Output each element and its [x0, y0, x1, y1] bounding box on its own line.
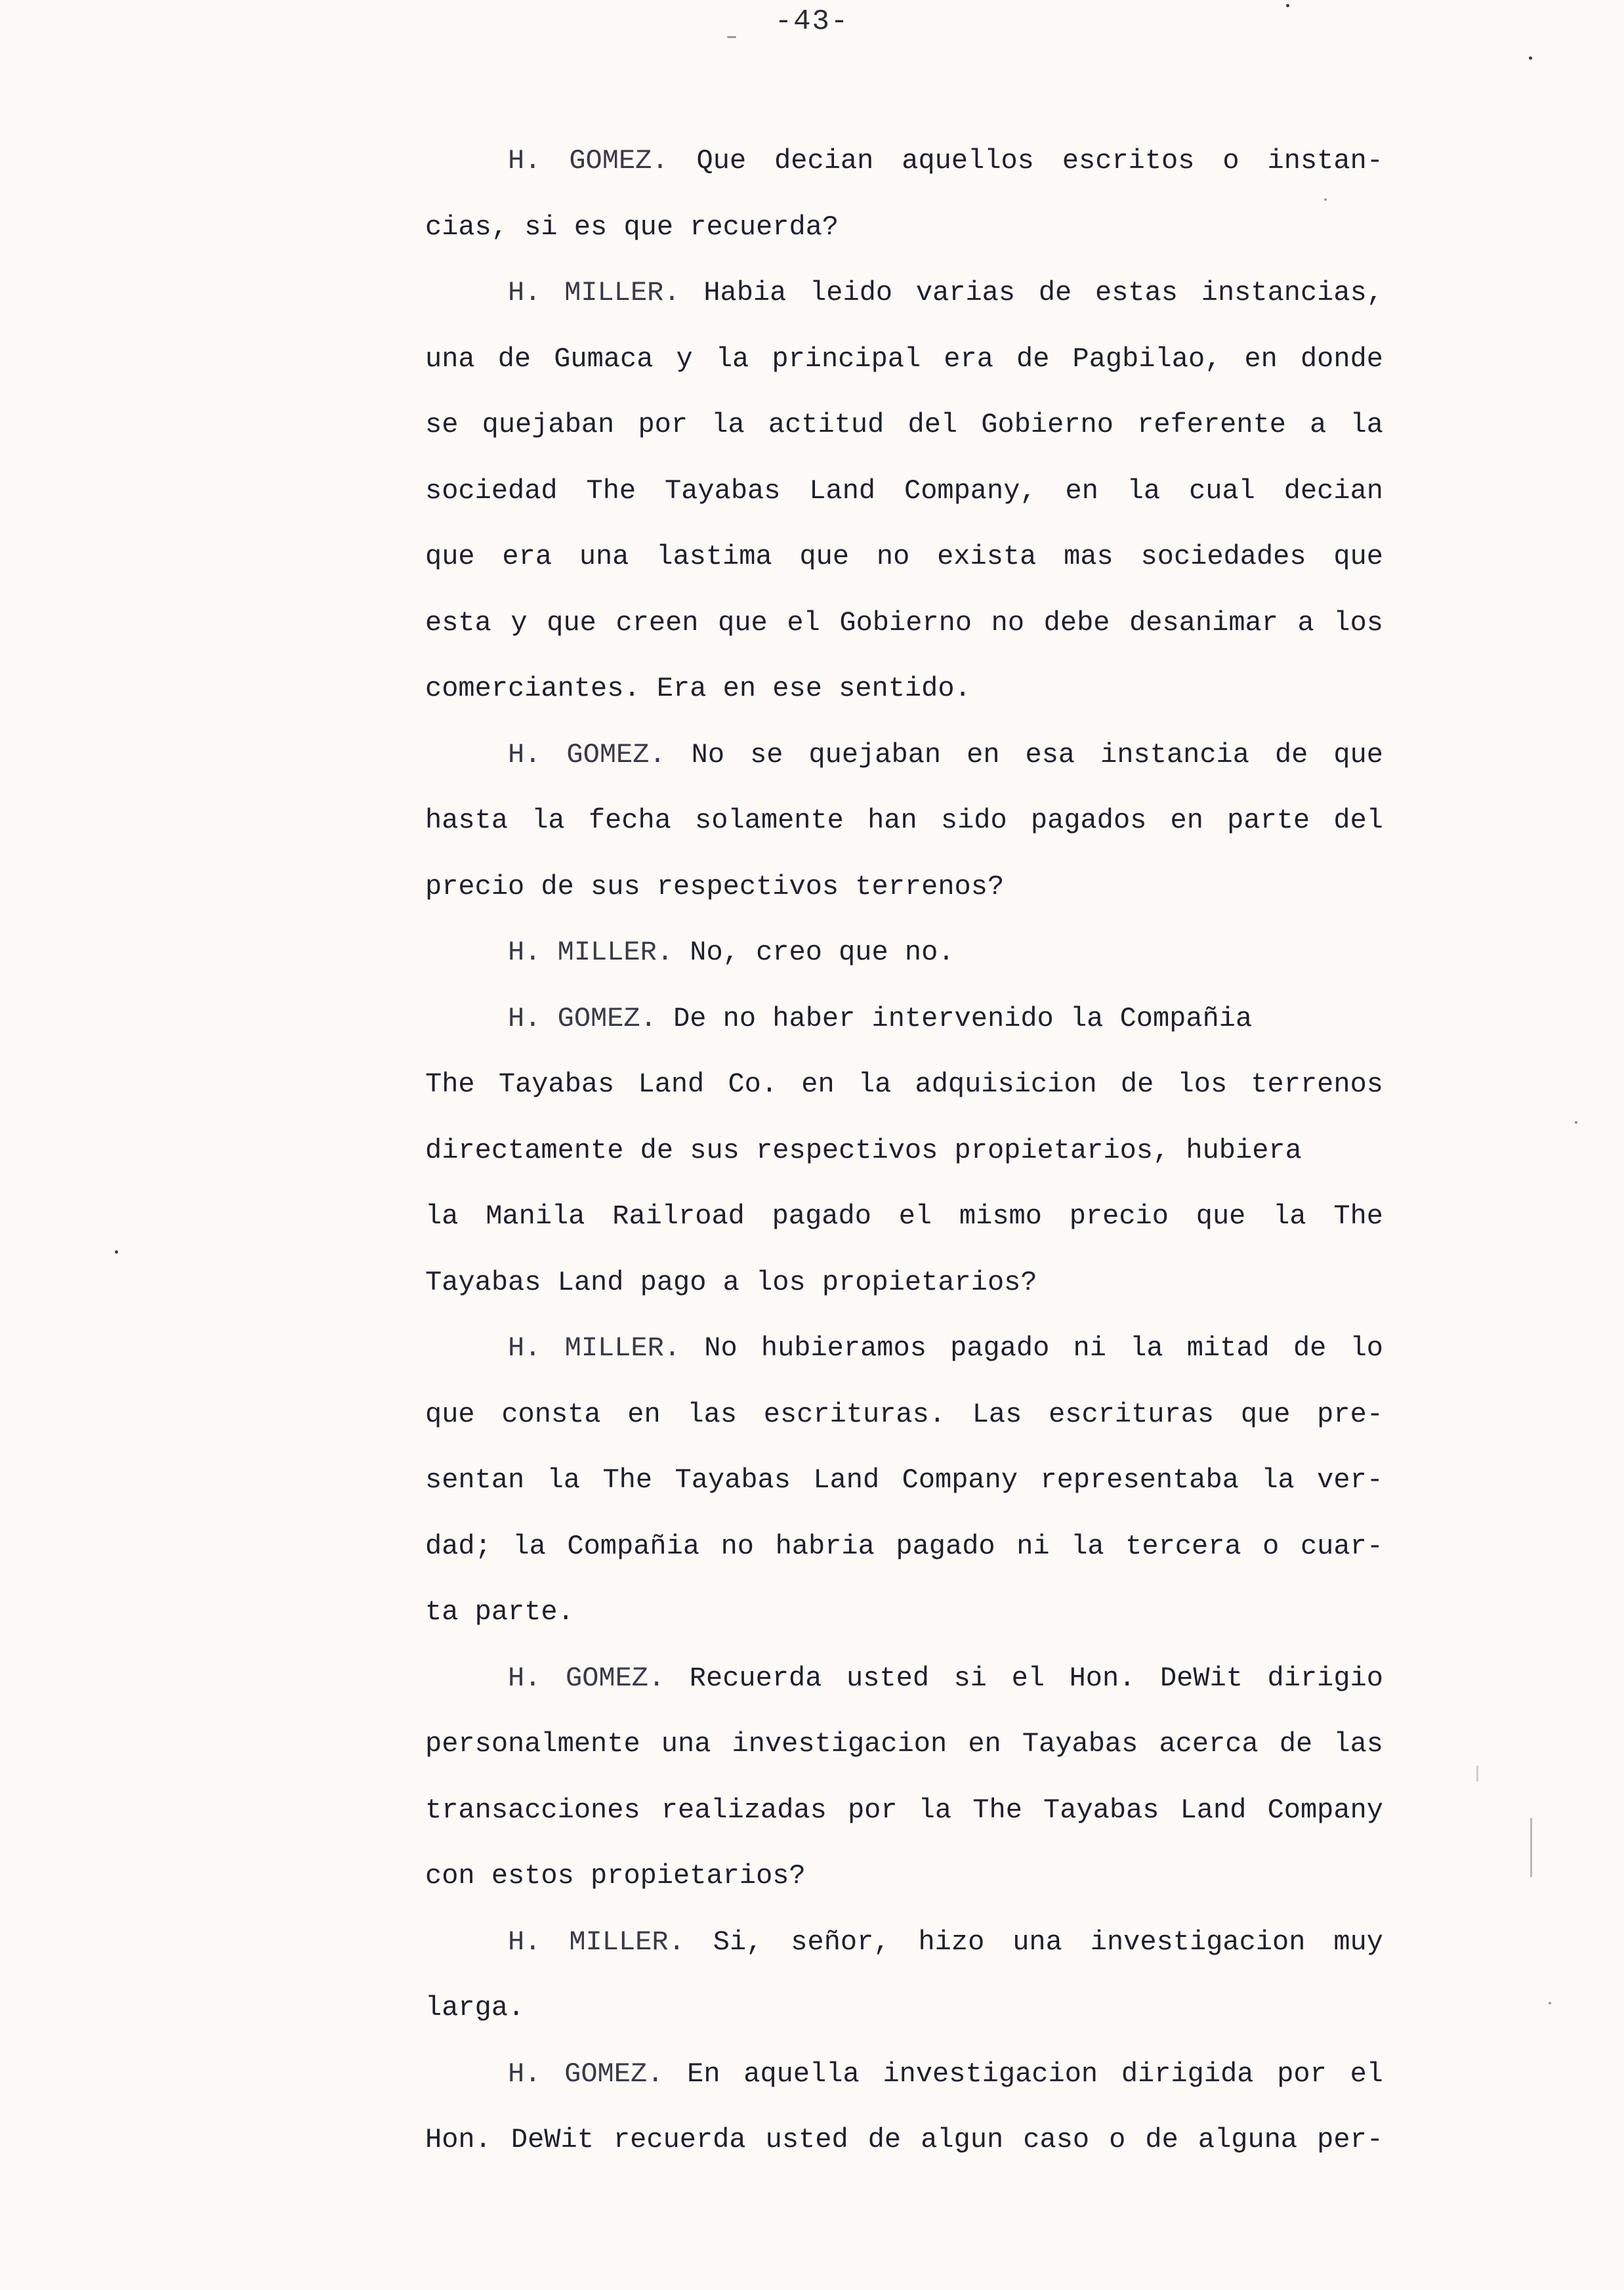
text-line	[425, 1315, 1383, 1382]
line-text: con estos propietarios?	[425, 1860, 806, 1892]
line-text: que era una lastima que no exista mas sociedades que	[425, 541, 1383, 572]
line-text: En aquella investigacion dirigida por el	[687, 2058, 1383, 2090]
text-line	[425, 1909, 1383, 1976]
line-text: Hon. DeWit recuerda usted de algun caso o de alguna per-	[425, 2124, 1383, 2155]
paper-mark	[1530, 1818, 1532, 1877]
text-line	[425, 1382, 1383, 1448]
speaker-label: H. MILLER.	[508, 277, 680, 308]
text-line	[425, 1711, 1383, 1777]
line-text: hasta la fecha solamente han sido pagados en parte del	[425, 805, 1383, 836]
paper-speck	[1324, 198, 1327, 201]
text-line	[425, 194, 1383, 261]
line-text: The Tayabas Land Co. en la adquisicion de los terrenos	[425, 1069, 1383, 1100]
paper-speck	[1549, 2002, 1551, 2004]
line-text: una de Gumaca y la principal era de Pagbilao, en donde	[425, 343, 1383, 375]
text-line	[425, 986, 1383, 1052]
line-text: Que decian aquellos escritos o instan-	[696, 145, 1383, 177]
text-line	[425, 524, 1383, 590]
text-line	[425, 2041, 1383, 2108]
speaker-label: H. GOMEZ.	[508, 1662, 665, 1694]
text-line	[425, 656, 1383, 722]
speaker-label: H. GOMEZ.	[508, 1002, 657, 1034]
transcript-body	[425, 128, 1383, 2173]
speaker-label: H. MILLER.	[508, 1926, 685, 1958]
text-line	[425, 788, 1383, 854]
text-line	[425, 260, 1383, 326]
line-text: personalmente una investigacion en Tayabas acerca de las	[425, 1728, 1383, 1760]
line-text: se quejaban por la actitud del Gobierno referente a la	[425, 409, 1383, 440]
line-text: directamente de sus respectivos propietarios, hubiera	[425, 1134, 1302, 1166]
text-line	[425, 128, 1383, 194]
speaker-label: H. MILLER.	[508, 1332, 681, 1364]
text-line	[425, 1118, 1383, 1184]
line-text: dad; la Compañia no habria pagado ni la tercera o cuar-	[425, 1530, 1383, 1562]
line-text: No hubieramos pagado ni la mitad de lo	[704, 1332, 1383, 1364]
line-text: sociedad The Tayabas Land Company, en la cual decian	[425, 475, 1383, 507]
page-number: -43-	[774, 5, 850, 38]
paper-speck	[1286, 4, 1289, 7]
speaker-label: H. GOMEZ.	[508, 738, 666, 771]
line-text: De no haber intervenido la Compañia	[673, 1002, 1253, 1034]
line-text: Tayabas Land pago a los propietarios?	[425, 1266, 1037, 1298]
text-line	[425, 1051, 1383, 1118]
line-text: ta parte.	[425, 1596, 574, 1628]
text-line	[425, 1777, 1383, 1844]
text-line	[425, 590, 1383, 656]
line-text: cias, si es que recuerda?	[425, 211, 839, 243]
line-text: Recuerda usted si el Hon. DeWit dirigio	[689, 1662, 1383, 1694]
text-line	[425, 1579, 1383, 1645]
text-line	[425, 1975, 1383, 2041]
line-text: que consta en las escrituras. Las escrituras que pre-	[425, 1398, 1383, 1430]
line-text: Habia leido varias de estas instancias,	[703, 277, 1383, 308]
text-line	[425, 392, 1383, 458]
line-text: Si, señor, hizo una investigacion muy	[713, 1926, 1383, 1958]
line-text: esta y que creen que el Gobierno no debe desanimar a los	[425, 606, 1383, 639]
paper-speck	[727, 36, 736, 38]
line-text: No se quejaban en esa instancia de que	[691, 738, 1383, 771]
text-line	[425, 1183, 1383, 1250]
text-line	[425, 722, 1383, 788]
line-text: la Manila Railroad pagado el mismo precio que la The	[425, 1200, 1383, 1232]
line-text: comerciantes. Era en ese sentido.	[425, 673, 971, 704]
paper-mark	[1476, 1766, 1478, 1781]
text-line	[425, 1250, 1383, 1316]
line-text: precio de sus respectivos terrenos?	[425, 870, 1005, 902]
line-text: transacciones realizadas por la The Tayabas Land Company	[425, 1794, 1383, 1826]
paper-speck	[1529, 56, 1532, 60]
paper-speck	[1575, 1121, 1577, 1124]
line-text: sentan la The Tayabas Land Company representaba la ver-	[425, 1464, 1383, 1496]
text-line	[425, 2107, 1383, 2173]
text-line	[425, 326, 1383, 392]
text-line	[425, 458, 1383, 524]
paper-speck	[115, 1250, 118, 1254]
speaker-label: H. GOMEZ.	[508, 2058, 664, 2090]
text-line	[425, 920, 1383, 986]
speaker-label: H. GOMEZ.	[508, 145, 669, 177]
text-line	[425, 1447, 1383, 1514]
text-line	[425, 1843, 1383, 1909]
text-line	[425, 854, 1383, 920]
speaker-label: H. MILLER.	[508, 937, 674, 968]
line-text: larga.	[425, 1992, 525, 2024]
line-text: No, creo que no.	[690, 937, 955, 968]
text-line	[425, 1645, 1383, 1712]
text-line	[425, 1514, 1383, 1580]
